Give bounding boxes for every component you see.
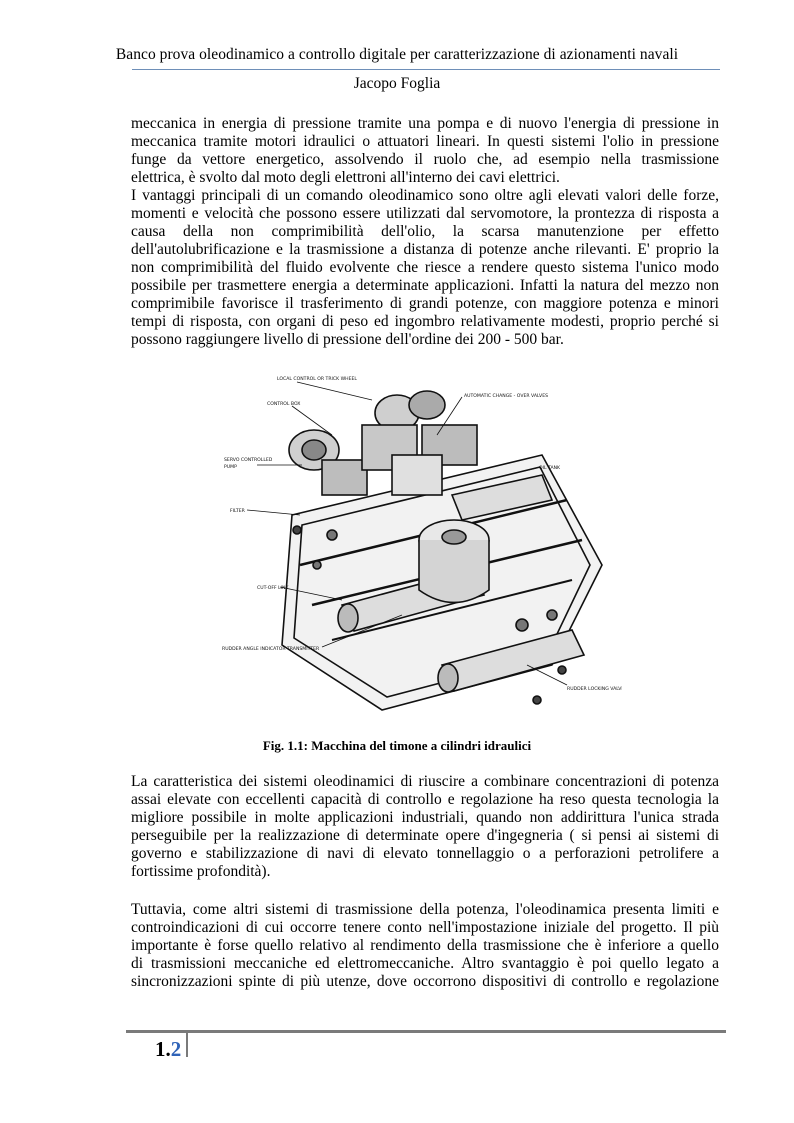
- running-header-title: Banco prova oleodinamico a controllo digitale per caratterizzazione di azionamenti navali: [115, 46, 679, 63]
- paragraph-line: comprimibile favorisce il trasferimento di grandi potenze, con maggiore potenza e minori: [131, 295, 719, 312]
- paragraph-line: tempi di risposta, con organi di peso ed ingombro relativamente modesti, proprio perché si: [131, 313, 719, 330]
- label-servo-pump-2: PUMP: [224, 465, 237, 470]
- label-local-control: LOCAL CONTROL OR TRICK WHEEL: [277, 377, 357, 382]
- paragraph-line: elettrica, è svolto dal moto degli elettroni all'interno dei cavi elettrici.: [131, 169, 560, 186]
- label-oil-tank: OIL TANK: [539, 466, 561, 471]
- paragraph-line: controindicazioni di cui occorre tenere conto nell'impostazione iniziale del progetto. Il più: [131, 919, 719, 936]
- footer-divider: [126, 1030, 726, 1033]
- paragraph-line: governo e stabilizzazione di navi di elevato tonnellaggio o a perforazioni petrolifere a: [131, 845, 719, 862]
- label-cutoff-link: CUT-OFF LINK: [257, 586, 289, 591]
- page-number-chapter: 1.: [155, 1037, 171, 1061]
- paragraph-line: I vantaggi principali di un comando oleodinamico sono oltre agli elevati valori delle forze,: [131, 187, 719, 204]
- header-divider: [132, 69, 720, 70]
- paragraph-line: Tuttavia, come altri sistemi di trasmissione della potenza, l'oleodinamica presenta limiti e: [131, 901, 719, 918]
- paragraph-line: di trasmissioni meccaniche ed elettromeccaniche. Altro svantaggio è poi quello legato a: [131, 955, 719, 972]
- label-filter: FILTER: [230, 509, 245, 514]
- paragraph-line: possono raggiungere livello di pressione dell'ordine dei 200 - 500 bar.: [131, 331, 564, 348]
- paragraph-line: migliore possibile in molte applicazioni industriali, quando non addirittura l'unica strada: [131, 809, 719, 826]
- label-rudder-indicator: RUDDER ANGLE INDICATOR TRANSMITTER: [222, 647, 320, 652]
- paragraph-line: sincronizzazioni spinte di più utenze, dove occorrono dispositivi di controllo e regolazione: [131, 973, 719, 990]
- paragraph-1: [131, 115, 719, 187]
- paragraph-line: perseguibile per la realizzazione di determinate opere d'ingegneria ( si pensi ai sistemi di: [131, 827, 719, 844]
- paragraph-line: assai elevate con eccellenti capacità di controllo e regolazione ha reso questa tecnologia la: [131, 791, 719, 808]
- paragraph-line: funge da vettore energetico, assolvendo il ruolo che, ad esempio nella trasmissione: [131, 151, 719, 168]
- paragraph-line: momenti e velocità che possono essere utilizzati dal servomotore, la prontezza di risposta a: [131, 205, 719, 222]
- page-number-sub: 2: [170, 1037, 182, 1061]
- paragraph-4: [131, 901, 719, 991]
- page-number: [155, 1037, 181, 1062]
- paragraph-line: dell'autolubrificazione e la trasmissione a distanza di potenze anche rilevanti. E' proprio la: [131, 241, 719, 258]
- paragraph-2: [131, 187, 719, 349]
- label-auto-valves: AUTOMATIC CHANGE - OVER VALVES: [464, 394, 549, 399]
- figure-caption: Fig. 1.1: Macchina del timone a cilindri idraulici: [262, 738, 532, 753]
- label-control-box: CONTROL BOX: [267, 402, 301, 407]
- paragraph-line: La caratteristica dei sistemi oleodinamici di riuscire a combinare concentrazioni di potenza: [131, 773, 719, 790]
- paragraph-line: causa della non comprimibilità dell'olio, la scarsa manutenzione per effetto: [131, 223, 719, 240]
- paragraph-line: meccanica tramite motori idraulici o attuatori lineari. In questi sistemi l'olio in pressione: [131, 133, 719, 150]
- steering-gear-figure: [222, 365, 622, 731]
- paragraph-3: [131, 773, 719, 881]
- paragraph-line: non comprimibilità del fluido evolvente che riesce a rendere questo sistema l'unico modo: [131, 259, 719, 276]
- label-rudder-locking: RUDDER LOCKING VALVES: [567, 687, 622, 692]
- paragraph-line: possibile per trasmettere energia a determinate applicazioni. Infatti la natura del mezzo non: [131, 277, 719, 294]
- steering-gear-illustration: [222, 365, 622, 731]
- page-number-bar: [186, 1033, 188, 1057]
- label-servo-pump-1: SERVO CONTROLLED: [224, 458, 273, 463]
- running-header-author: Jacopo Foglia: [353, 75, 441, 92]
- paragraph-line: importante è forse quello relativo al rendimento della trasmissione che è inferiore a quello: [131, 937, 719, 954]
- paragraph-line: fortissime profondità).: [131, 863, 271, 880]
- paragraph-line: meccanica in energia di pressione tramite una pompa e di nuovo l'energia di pressione in: [131, 115, 719, 132]
